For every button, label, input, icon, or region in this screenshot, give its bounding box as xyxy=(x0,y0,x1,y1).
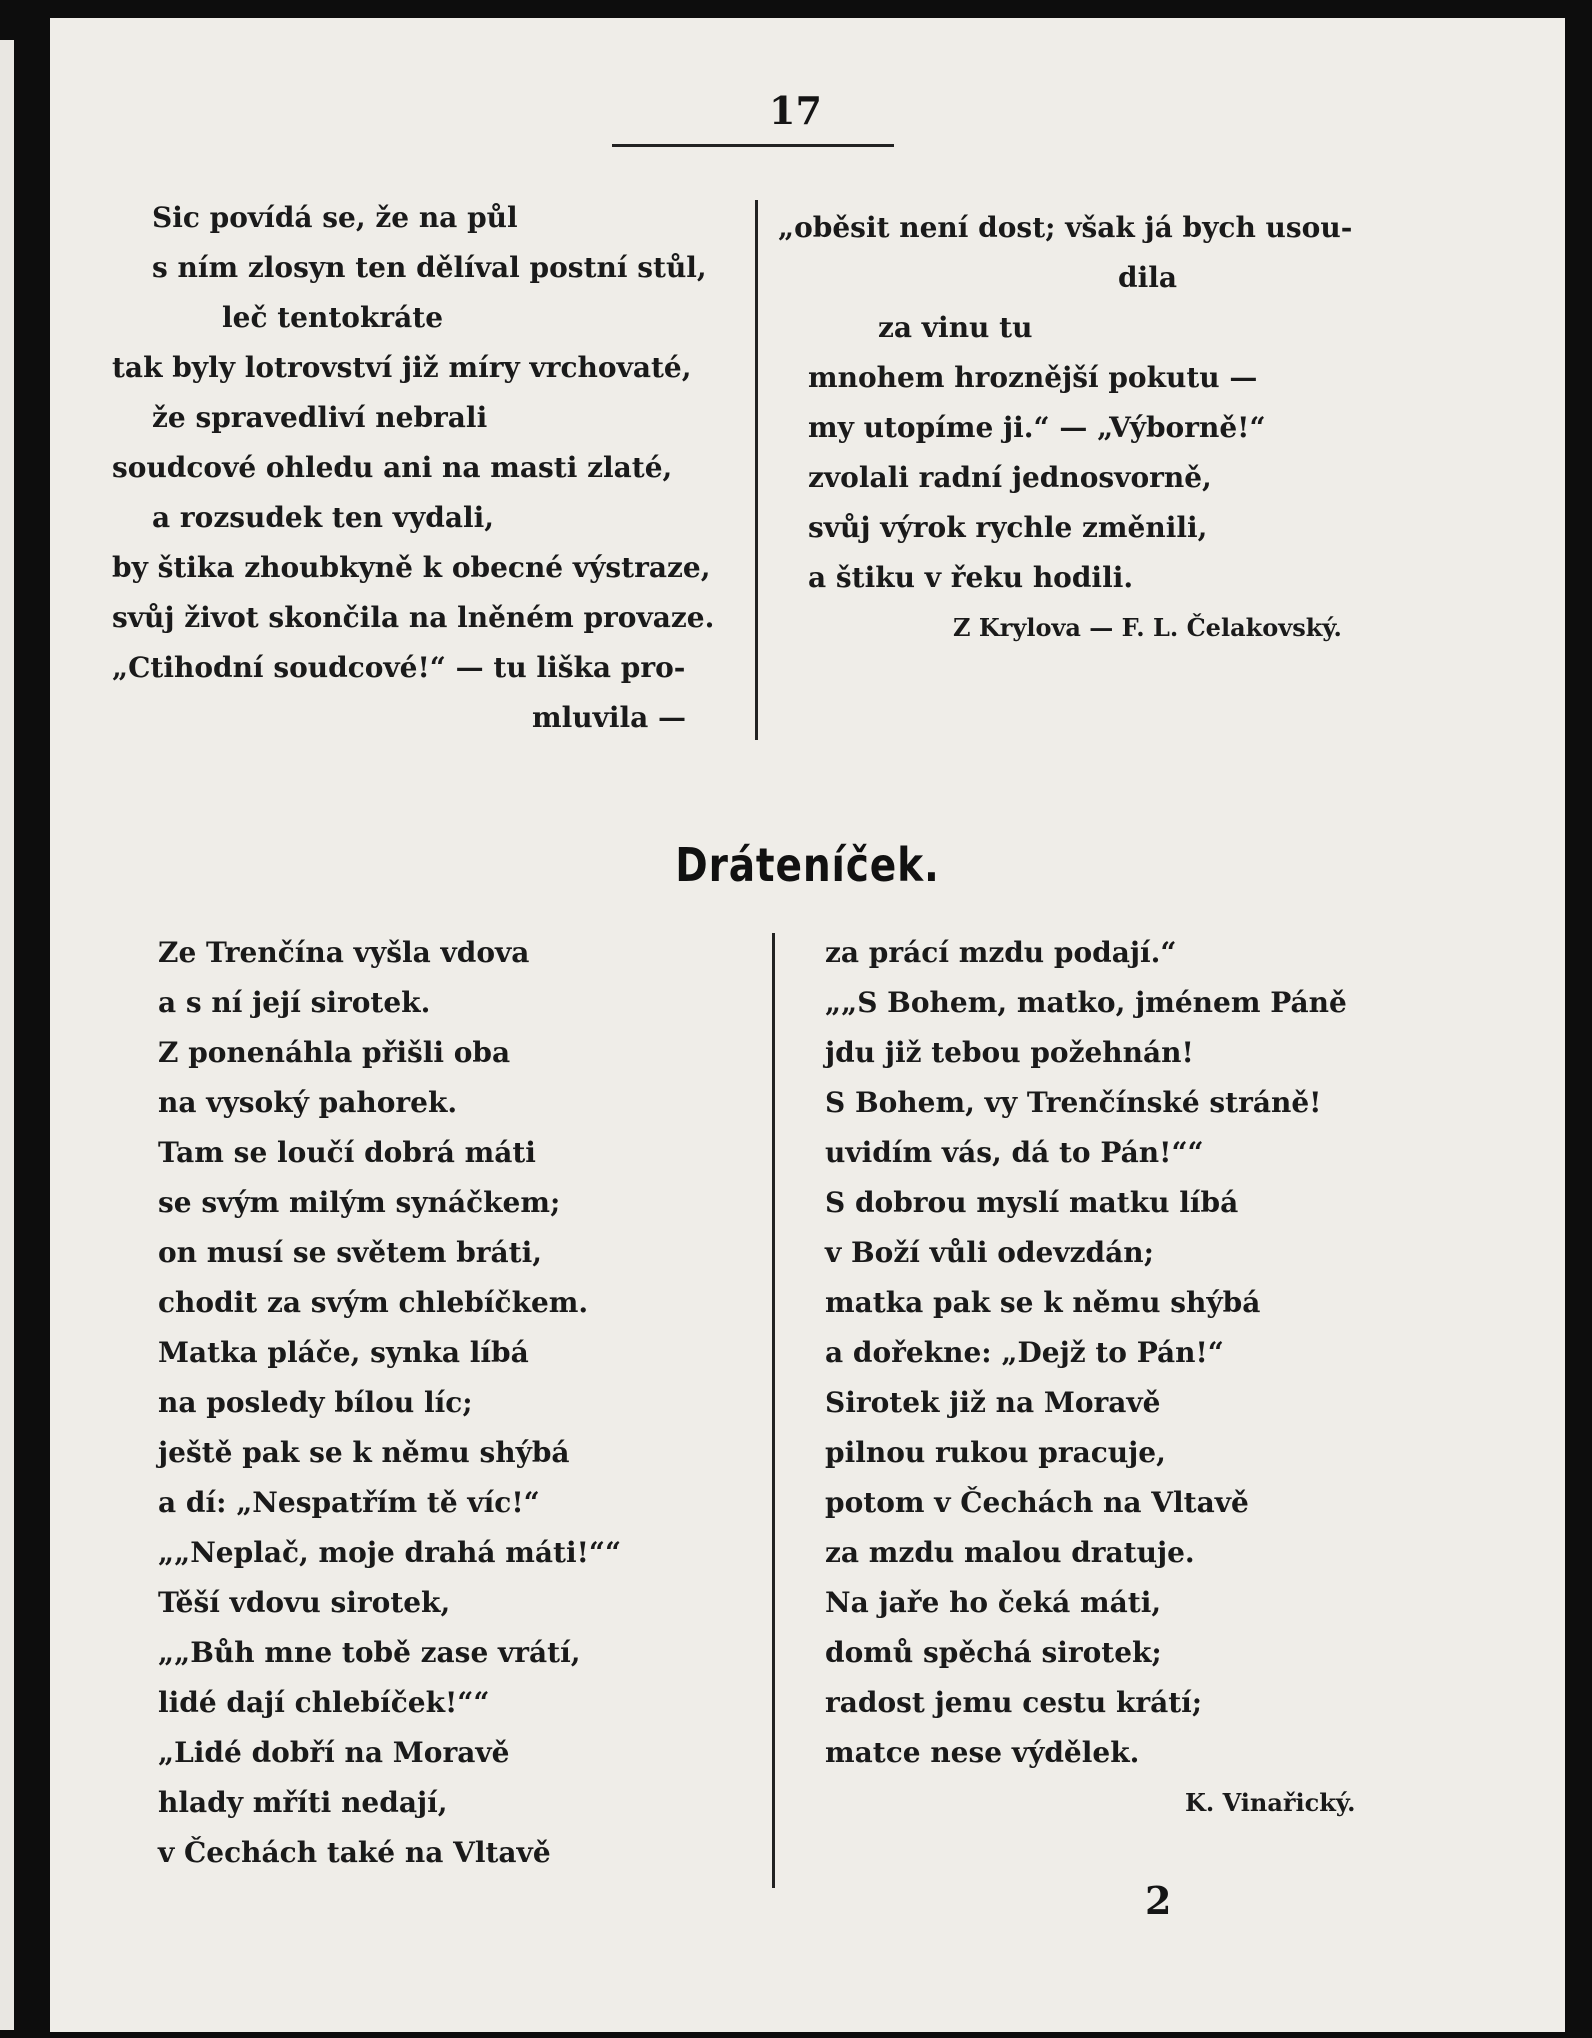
poem-line: se svým milým synáčkem; xyxy=(158,1186,561,1219)
poem-line: pilnou rukou pracuje, xyxy=(825,1436,1166,1469)
poem-line: „„Bůh mne tobě zase vrátí, xyxy=(158,1636,581,1669)
poem-line: S dobrou myslí matku líbá xyxy=(825,1186,1239,1219)
poem-line: leč tentokráte xyxy=(222,301,444,334)
poem-line: Z ponenáhla přišli oba xyxy=(158,1036,511,1069)
poem-line: že spravedliví nebrali xyxy=(152,401,488,434)
poem-line: by štika zhoubkyně k obecné výstraze, xyxy=(112,551,711,584)
poem-line: za mzdu malou dratuje. xyxy=(825,1536,1195,1569)
poem-line: zvolali radní jednosvorně, xyxy=(808,461,1212,494)
poem-line: mnohem hroznější pokutu — xyxy=(808,361,1258,394)
book-page xyxy=(50,18,1565,2032)
poem-line: Sic povídá se, že na půl xyxy=(152,201,518,234)
poem-line: „„S Bohem, matko, jménem Páně xyxy=(825,986,1347,1019)
poem-line: potom v Čechách na Vltavě xyxy=(825,1486,1249,1519)
poem-line: matka pak se k němu shýbá xyxy=(825,1286,1261,1319)
poem-line: „Lidé dobří na Moravě xyxy=(158,1736,510,1769)
poem-line: „„Neplač, moje drahá máti!““ xyxy=(158,1536,622,1569)
poem-line: Na jaře ho čeká máti, xyxy=(825,1586,1162,1619)
page-number: 17 xyxy=(769,88,822,133)
poem-line: hlady mříti nedají, xyxy=(158,1786,448,1819)
poem-line: Těší vdovu sirotek, xyxy=(158,1586,451,1619)
poem-line: s ním zlosyn ten dělíval postní stůl, xyxy=(152,251,707,284)
poem-line: a štiku v řeku hodili. xyxy=(808,561,1134,594)
poem-line: ještě pak se k němu shýbá xyxy=(158,1436,570,1469)
poem-line: soudcové ohledu ani na masti zlaté, xyxy=(112,451,673,484)
poem1-attribution: Z Krylova — F. L. Čelakovský. xyxy=(953,613,1342,642)
poem-line: na posledy bílou líc; xyxy=(158,1386,473,1419)
poem-line: „Ctihodní soudcové!“ — tu liška pro- xyxy=(112,651,686,684)
poem-line: radost jemu cestu krátí; xyxy=(825,1686,1203,1719)
poem2-left-column xyxy=(158,928,778,1878)
header-rule xyxy=(612,144,894,147)
column-divider xyxy=(772,933,775,1888)
poem-line: uvidím vás, dá to Pán!““ xyxy=(825,1136,1204,1169)
poem-line: matce nese výdělek. xyxy=(825,1736,1140,1769)
poem-line: lidé dají chlebíček!““ xyxy=(158,1686,490,1719)
poem-line: S Bohem, vy Trenčínské stráně! xyxy=(825,1086,1322,1119)
poem-line: a s ní její sirotek. xyxy=(158,986,431,1019)
adjacent-page-edge xyxy=(0,40,14,2030)
poem2-right-column xyxy=(825,928,1545,1828)
poem-line: a dořekne: „Dejž to Pán!“ xyxy=(825,1336,1224,1369)
poem-line: my utopíme ji.“ — „Výborně!“ xyxy=(808,411,1266,444)
poem-line: na vysoký pahorek. xyxy=(158,1086,458,1119)
poem1-right-column xyxy=(778,203,1518,653)
poem-line: Matka pláče, synka líbá xyxy=(158,1336,529,1369)
poem-line: Sirotek již na Moravě xyxy=(825,1386,1161,1419)
poem-line: dila xyxy=(1118,261,1177,294)
column-divider xyxy=(755,200,758,740)
poem-line: za vinu tu xyxy=(878,311,1033,344)
poem-line: v Čechách také na Vltavě xyxy=(158,1836,551,1869)
poem-line: tak byly lotrovství již míry vrchovaté, xyxy=(112,351,692,384)
poem-line: mluvila — xyxy=(532,701,687,734)
poem-line: chodit za svým chlebíčkem. xyxy=(158,1286,589,1319)
poem-line: svůj výrok rychle změnili, xyxy=(808,511,1208,544)
poem-line: on musí se světem bráti, xyxy=(158,1236,543,1269)
poem-line: jdu již tebou požehnán! xyxy=(825,1036,1194,1069)
poem-line: svůj život skončila na lněném provaze. xyxy=(112,601,715,634)
poem2-attribution: K. Vinařický. xyxy=(1185,1788,1356,1817)
poem-line: za prácí mzdu podají.“ xyxy=(825,936,1177,969)
poem2-title: Dráteníček. xyxy=(675,838,940,892)
poem-line: Tam se loučí dobrá máti xyxy=(158,1136,536,1169)
poem-line: domů spěchá sirotek; xyxy=(825,1636,1162,1669)
signature-mark: 2 xyxy=(1145,1878,1172,1923)
poem1-left-column xyxy=(112,193,782,743)
poem-line: Ze Trenčína vyšla vdova xyxy=(158,936,530,969)
poem-line: v Boží vůli odevzdán; xyxy=(825,1236,1154,1269)
poem-line: „oběsit není dost; však já bych usou- xyxy=(778,211,1353,244)
poem-line: a dí: „Nespatřím tě víc!“ xyxy=(158,1486,540,1519)
poem-line: a rozsudek ten vydali, xyxy=(152,501,495,534)
